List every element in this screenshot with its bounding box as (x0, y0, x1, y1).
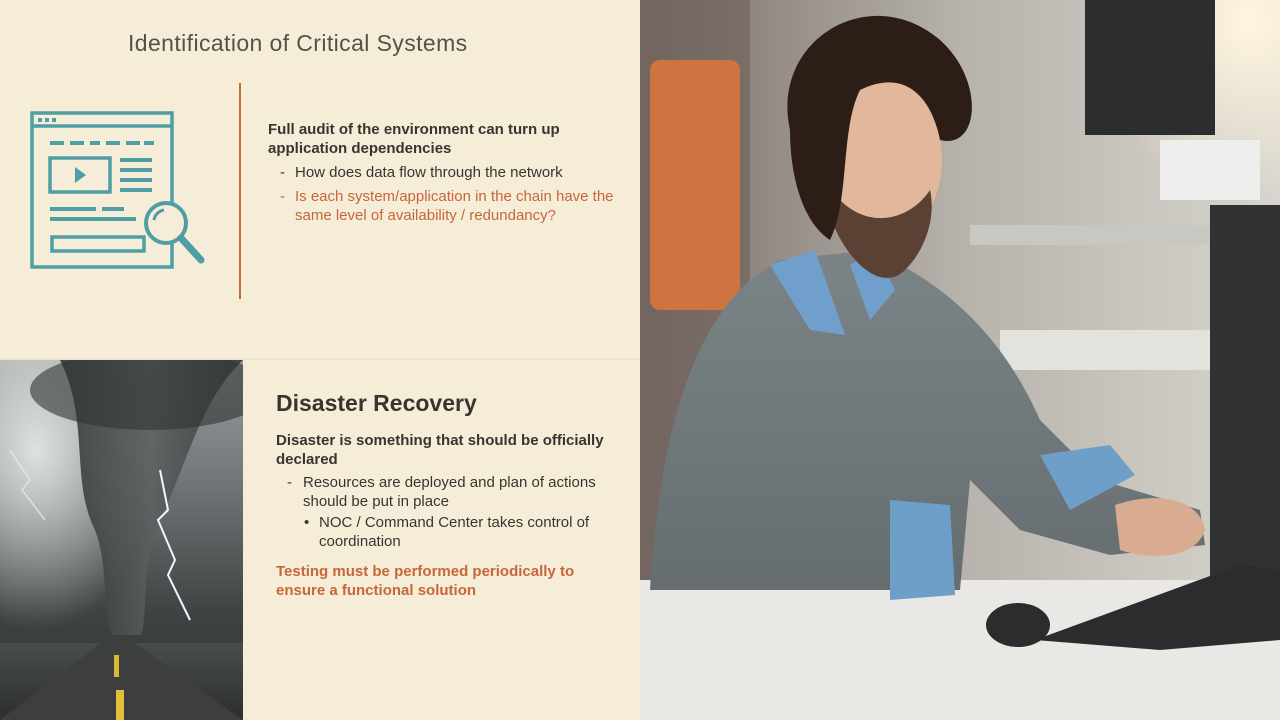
disaster-bullet-text: Resources are deployed and plan of actions should be put in place (303, 474, 596, 510)
dash-marker: - (280, 188, 285, 205)
document-search-icon (28, 110, 208, 272)
slide-title: Identification of Critical Systems (128, 30, 468, 56)
disaster-sub-bullet-text: NOC / Command Center takes control of coordination (319, 514, 590, 550)
office-worker-photo (640, 0, 1280, 720)
tornado-photo (0, 360, 243, 720)
audit-main-text: Full audit of the environment can turn up application dependencies (268, 121, 560, 157)
audit-bullet-text: Is each system/application in the chain have the same level of availability / redundancy? (295, 188, 614, 224)
disaster-recovery-section (276, 390, 626, 600)
dash-marker: - (287, 474, 292, 491)
disaster-main-text: Disaster is something that should be officially declared (276, 432, 604, 468)
audit-bullet (268, 187, 628, 225)
vertical-divider (239, 83, 241, 299)
audit-section (268, 120, 628, 225)
disaster-bullet (276, 473, 626, 511)
audit-bullet-text: How does data flow through the network (295, 164, 563, 181)
bullet-dot: • (304, 514, 310, 531)
dash-marker: - (280, 164, 285, 181)
testing-note: Testing must be performed periodically to ensure a functional solution (276, 563, 575, 599)
audit-bullet (268, 163, 628, 182)
disaster-recovery-title: Disaster Recovery (276, 390, 477, 416)
disaster-sub-bullet (276, 513, 626, 551)
